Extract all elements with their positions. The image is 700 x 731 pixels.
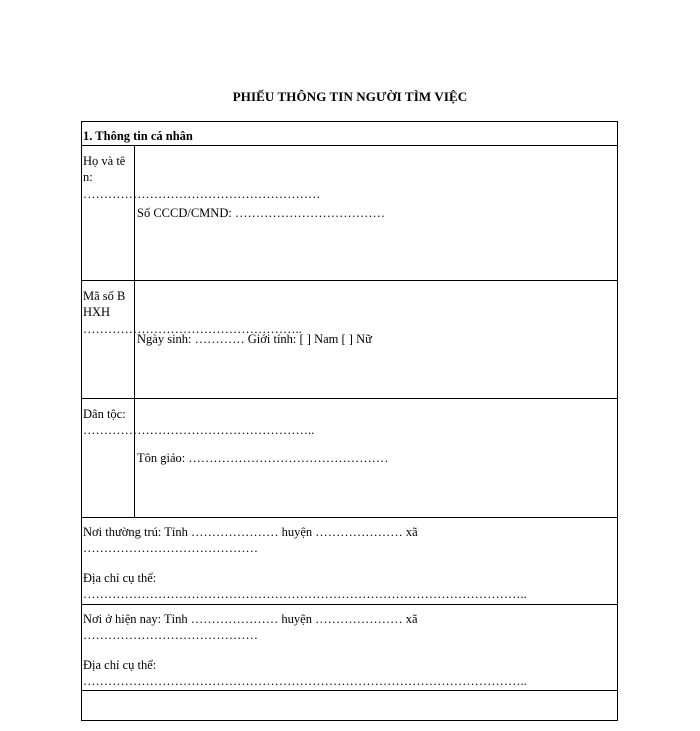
current-location-line: Nơi ở hiện nay: Tỉnh ………………… huyện ………………… xã	[83, 612, 418, 626]
birth-gender-cell[interactable]	[137, 281, 617, 398]
id-card-field: Số CCCD/CMND: ………………………………	[137, 205, 385, 220]
next-row	[82, 691, 617, 731]
permanent-address-row[interactable]	[82, 518, 617, 605]
section-heading: 1. Thông tin cá nhân	[82, 122, 617, 146]
current-address-dots: ……………………………………………………………………………………………..	[83, 674, 527, 688]
bhxh-row	[82, 281, 617, 399]
current-address-row[interactable]	[82, 605, 617, 691]
birth-gender-field: Ngày sinh: ………… Giới tính: [ ] Nam [ ] Nữ	[137, 332, 372, 346]
permanent-address-dots: ……………………………………………………………………………………………..	[83, 587, 527, 601]
ethnicity-label: Dân tộc:	[83, 407, 126, 421]
name-dots: …………………………………………………	[83, 186, 321, 201]
name-label: Họ và tên:	[83, 154, 126, 185]
permanent-commune-dots: ……………………………………	[83, 541, 258, 555]
religion-cell[interactable]	[137, 399, 617, 517]
religion-field: Tôn giáo: …………………………………………	[137, 450, 389, 465]
ethnicity-row	[82, 399, 617, 518]
name-row	[82, 146, 617, 281]
current-address-label: Địa chỉ cụ thể:	[83, 658, 157, 672]
current-commune-dots: ……………………………………	[83, 628, 258, 642]
ethnicity-dots: ………………………………………………..	[83, 423, 315, 438]
personal-info-table	[81, 121, 618, 721]
id-card-cell[interactable]	[137, 146, 617, 280]
bhxh-label: Mã số BHXH	[83, 289, 126, 320]
bhxh-dots: ……………………………………………..	[83, 321, 302, 336]
form-title: PHIẾU THÔNG TIN NGƯỜI TÌM VIỆC	[232, 89, 468, 104]
permanent-address-label: Địa chỉ cụ thể:	[83, 571, 157, 585]
permanent-location-line: Nơi thường trú: Tỉnh ………………… huyện ………………… xã	[83, 525, 418, 539]
